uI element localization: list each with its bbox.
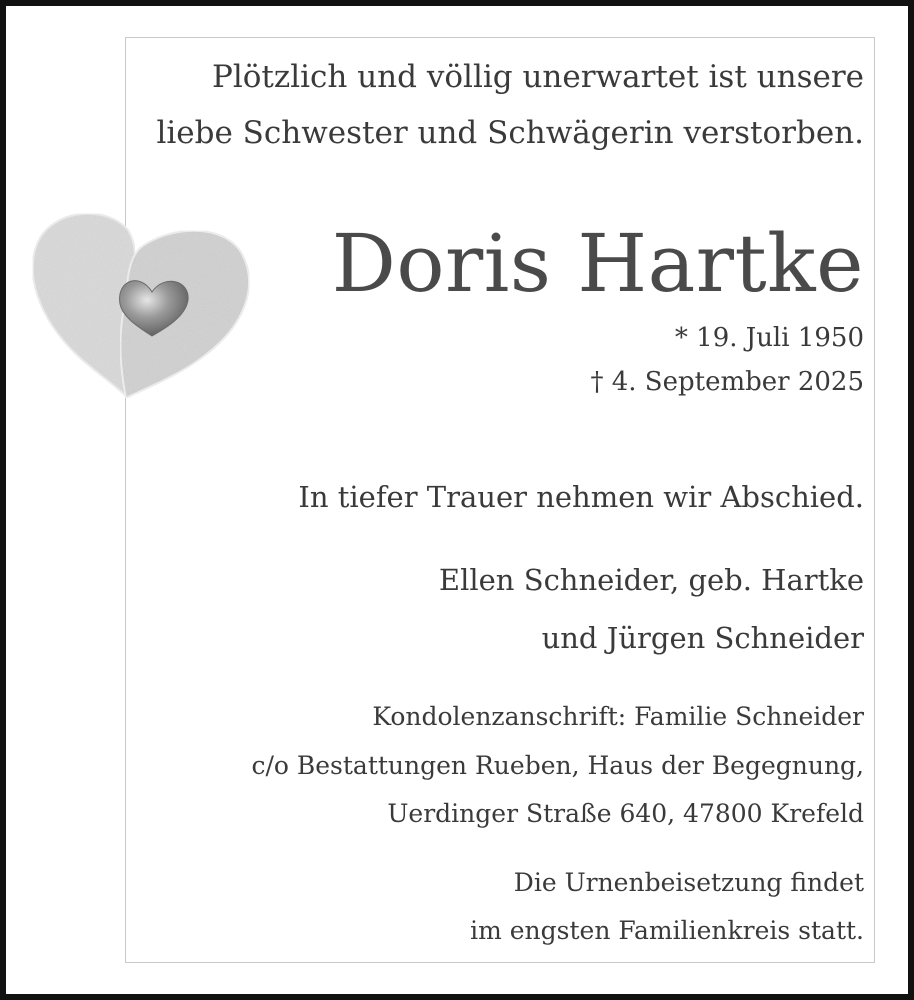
left-heart-shape bbox=[33, 214, 135, 396]
family-line-2: und Jürgen Schneider bbox=[541, 621, 864, 655]
burial-line-1: Die Urnenbeisetzung findet bbox=[513, 868, 864, 897]
deceased-name: Doris Hartke bbox=[331, 217, 864, 310]
farewell-text: In tiefer Trauer nehmen wir Abschied. bbox=[298, 480, 864, 514]
death-date: † 4. September 2025 bbox=[590, 367, 864, 397]
address-line-2: c/o Bestattungen Rueben, Haus der Begegnung, bbox=[251, 751, 864, 780]
intro-line-1: Plötzlich und völlig unerwartet ist unsere bbox=[211, 59, 864, 95]
address-line-1: Kondolenzanschrift: Familie Schneider bbox=[372, 702, 864, 731]
address-line-3: Uerdinger Straße 640, 47800 Krefeld bbox=[387, 799, 864, 828]
burial-line-2: im engsten Familienkreis statt. bbox=[470, 916, 864, 945]
family-line-1: Ellen Schneider, geb. Hartke bbox=[438, 563, 864, 597]
double-heart-icon bbox=[28, 208, 258, 404]
intro-line-2: liebe Schwester und Schwägerin verstorben. bbox=[156, 115, 864, 151]
birth-date: * 19. Juli 1950 bbox=[674, 323, 864, 353]
